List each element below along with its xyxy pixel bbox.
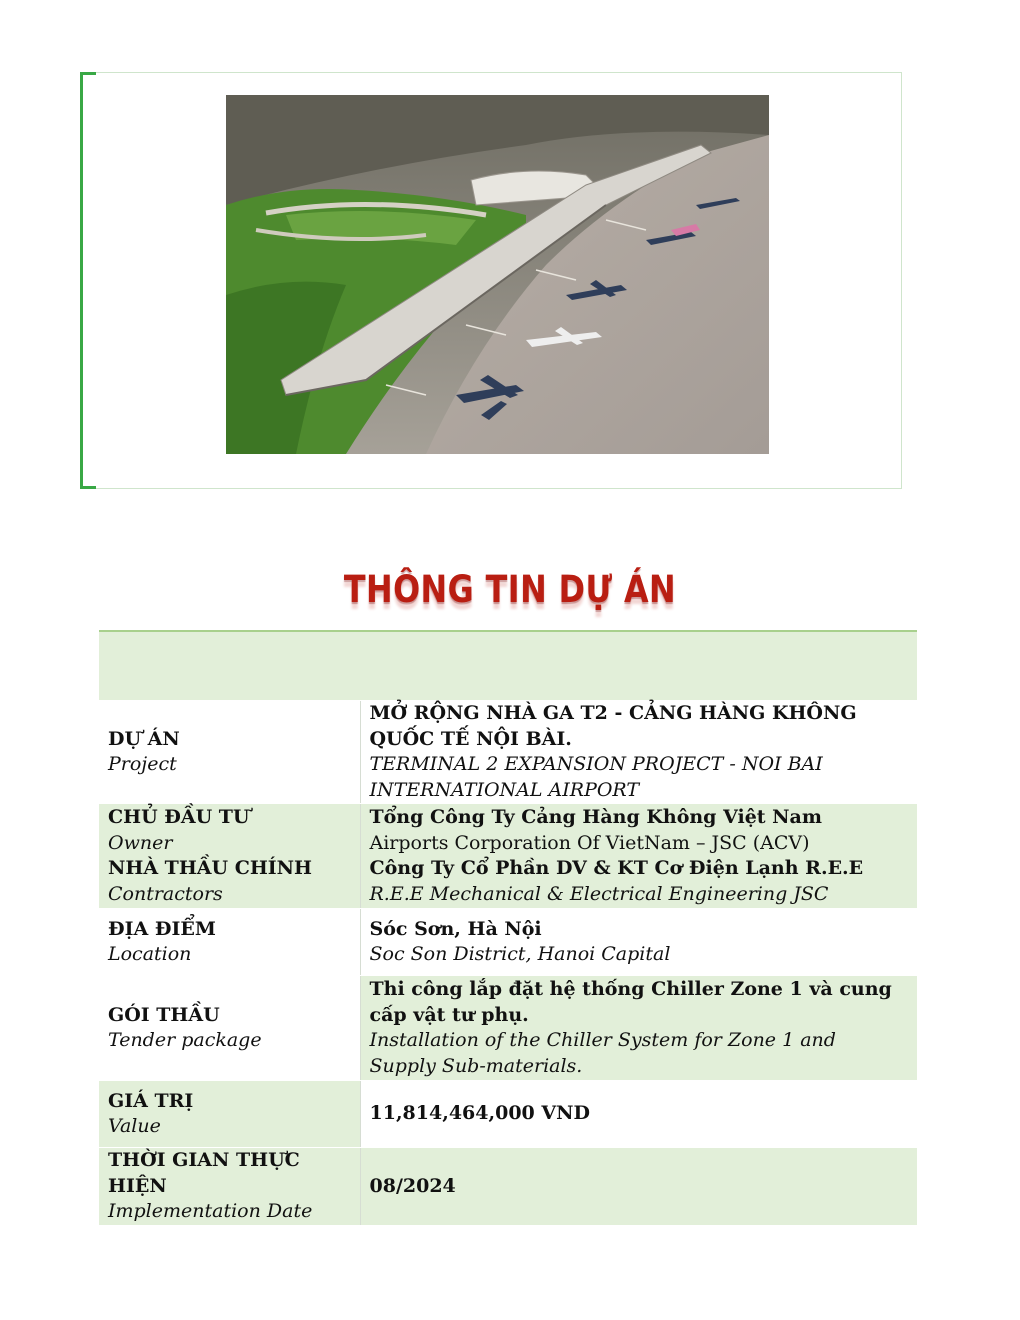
- value-cell: [360, 804, 917, 909]
- date-value: 08/2024: [369, 1174, 456, 1197]
- package-label-en: Tender package: [108, 1029, 262, 1051]
- location-label-en: Location: [108, 943, 192, 965]
- contractor-label: NHÀ THẦU CHÍNH: [108, 857, 312, 879]
- label-cell: [99, 701, 360, 804]
- project-value: MỞ RỘNG NHÀ GA T2 - CẢNG HÀNG KHÔNG QUỐC TẾ NỘI BÀI.: [369, 702, 857, 750]
- date-label-en: Implementation Date: [108, 1200, 313, 1222]
- label-cell: [99, 804, 360, 909]
- table-row-owner-contractor: [99, 804, 917, 909]
- owner-value: Tổng Công Ty Cảng Hàng Không Việt Nam: [369, 806, 822, 828]
- value-label-en: Value: [108, 1115, 161, 1137]
- table-row-location: [99, 909, 917, 976]
- frame-accent: [80, 72, 96, 489]
- project-value-en: TERMINAL 2 EXPANSION PROJECT - NOI BAI INTERNATIONAL AIRPORT: [369, 753, 823, 801]
- airport-terminal-photo: [226, 95, 769, 454]
- location-label: ĐỊA ĐIỂM: [108, 917, 216, 940]
- value-cell: [360, 909, 917, 976]
- project-label-en: Project: [108, 753, 177, 775]
- owner-value-en: Airports Corporation Of VietNam – JSC (ACV): [369, 831, 810, 854]
- value-cell: [360, 1148, 917, 1226]
- location-value: Sóc Sơn, Hà Nội: [369, 917, 542, 940]
- value-cell: [360, 976, 917, 1081]
- contractor-label-en: Contractors: [108, 882, 223, 905]
- package-label: GÓI THẦU: [108, 1003, 220, 1026]
- contractor-value-en: R.E.E Mechanical & Electrical Engineering JSC: [369, 882, 829, 905]
- page-title: THÔNG TIN DỰ ÁN: [343, 568, 677, 611]
- label-cell: [99, 1148, 360, 1226]
- label-cell: [99, 1081, 360, 1148]
- table-row-value: [99, 1081, 917, 1148]
- table-row-package: [99, 976, 917, 1081]
- project-label: DỰ ÁN: [108, 727, 180, 750]
- package-value-en: Installation of the Chiller System for Zone 1 and Supply Sub-materials.: [369, 1029, 836, 1077]
- table-row-project: [99, 701, 917, 804]
- location-value-en: Soc Son District, Hanoi Capital: [369, 943, 671, 965]
- label-cell: [99, 976, 360, 1081]
- table-header-row: [99, 631, 917, 701]
- owner-label-en: Owner: [108, 831, 173, 854]
- date-label: THỜI GIAN THỰC HIỆN: [108, 1149, 300, 1197]
- label-cell: [99, 909, 360, 976]
- value-cell: [360, 701, 917, 804]
- contract-value: 11,814,464,000 VND: [369, 1102, 590, 1125]
- photo-frame: [80, 72, 902, 489]
- value-label: GIÁ TRỊ: [108, 1089, 194, 1112]
- owner-label: CHỦ ĐẦU TƯ: [108, 806, 250, 828]
- value-cell: [360, 1081, 917, 1148]
- table-row-date: [99, 1148, 917, 1226]
- package-value: Thi công lắp đặt hệ thống Chiller Zone 1 và cung cấp vật tư phụ.: [369, 978, 892, 1026]
- project-info-table: [99, 630, 917, 1226]
- contractor-value: Công Ty Cổ Phần DV & KT Cơ Điện Lạnh R.E.E: [369, 857, 864, 879]
